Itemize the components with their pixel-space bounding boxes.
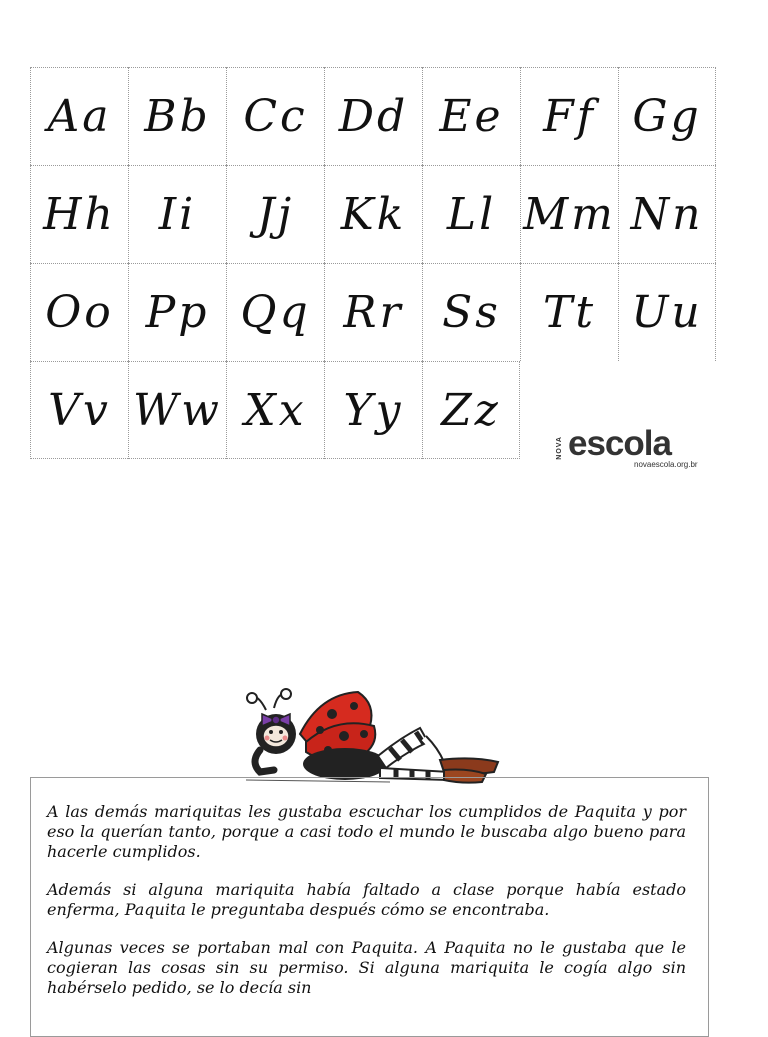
cursive-alphabet-grid (30, 67, 738, 459)
alphabet-cell: Kk (324, 165, 422, 263)
alphabet-cell: Mm (520, 165, 618, 263)
alphabet-cell: Ii (128, 165, 226, 263)
story-paragraph: Además si alguna mariquita había faltado a clase porque había estado enferma, Paquita le preguntaba después cómo se encontraba. (47, 880, 686, 919)
alphabet-cell: Bb (128, 67, 226, 165)
story-paragraph: Algunas veces se portaban mal con Paquita. A Paquita no le gustaba que le cogieran las cosas sin su permiso. Si alguna mariquita le cogía algo sin habérselo pedido, se lo decía sin (47, 938, 686, 997)
logo-url: novaescola.org.br (634, 460, 698, 469)
alphabet-cell: Ss (422, 263, 520, 361)
story-text-box (30, 777, 709, 1037)
logo-prefix: NOVA (556, 436, 563, 460)
alphabet-cell: Ww (128, 361, 226, 459)
alphabet-cell: Rr (324, 263, 422, 361)
alphabet-cell: Gg (618, 67, 716, 165)
alphabet-cell: Zz (422, 361, 520, 459)
alphabet-cell: Ff (520, 67, 618, 165)
alphabet-cell: Dd (324, 67, 422, 165)
alphabet-cell: Ee (422, 67, 520, 165)
alphabet-cell: Aa (30, 67, 128, 165)
logo-name: escola (568, 424, 671, 463)
story-paragraph: A las demás mariquitas les gustaba escuchar los cumplidos de Paquita y por eso la querían tanto, porque a casi todo el mundo le buscaba algo bueno para hacerle cumplidos. (47, 802, 686, 861)
alphabet-cell: Oo (30, 263, 128, 361)
alphabet-cell: Yy (324, 361, 422, 459)
alphabet-cell: Uu (618, 263, 716, 361)
alphabet-cell: Pp (128, 263, 226, 361)
alphabet-cell: Jj (226, 165, 324, 263)
alphabet-cell: Tt (520, 263, 618, 361)
alphabet-row (30, 67, 738, 165)
alphabet-row (30, 263, 738, 361)
alphabet-cell: Hh (30, 165, 128, 263)
nova-escola-logo (556, 424, 706, 472)
alphabet-cell: Cc (226, 67, 324, 165)
alphabet-cell: Qq (226, 263, 324, 361)
alphabet-cell: Ll (422, 165, 520, 263)
alphabet-cell: Vv (30, 361, 128, 459)
alphabet-cell: Xx (226, 361, 324, 459)
alphabet-row (30, 165, 738, 263)
alphabet-cell: Nn (618, 165, 716, 263)
